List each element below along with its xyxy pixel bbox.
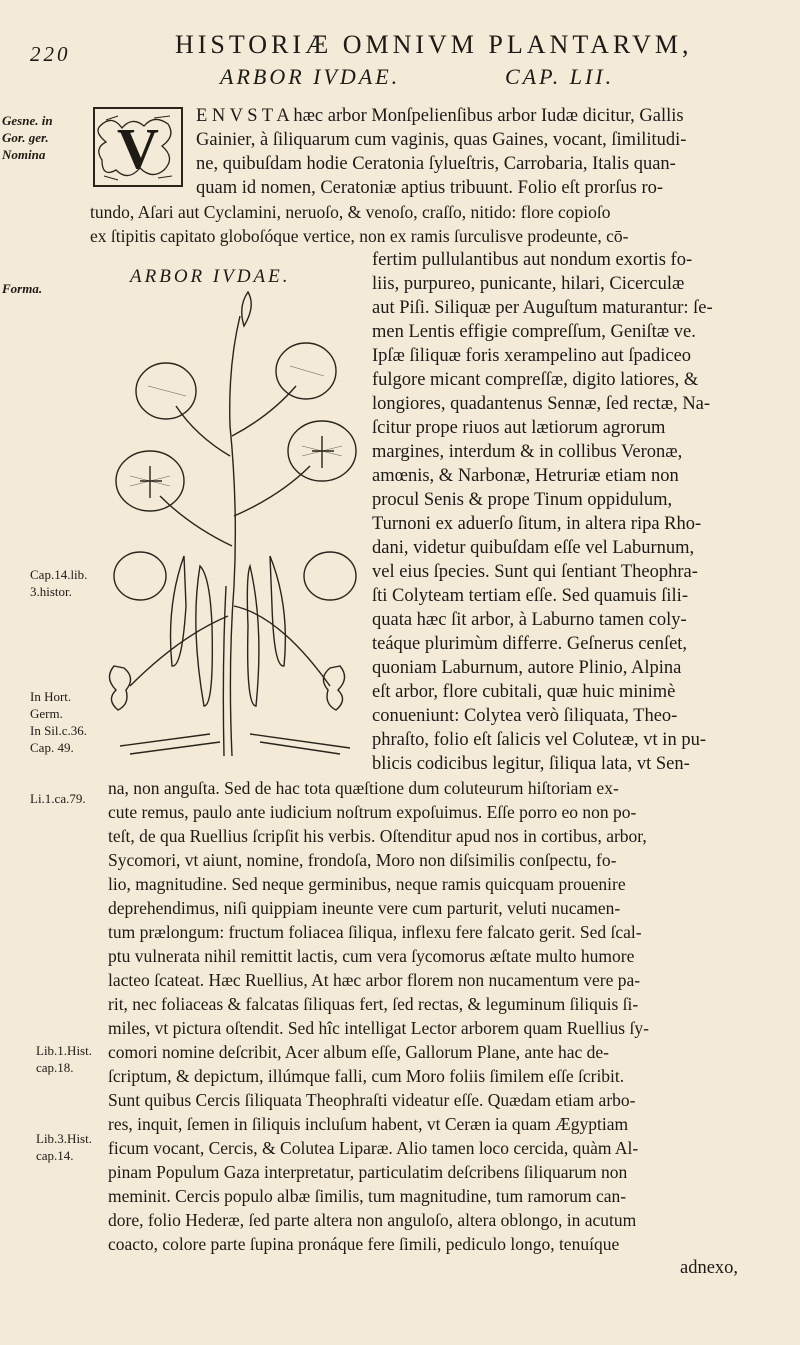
text-line: tundo, Aſari aut Cyclamini, neruoſo, & venoſo, craſſo, nitido: flore copioſo — [90, 202, 611, 222]
text-line: procul Senis & prope Tinum oppidulum, — [372, 490, 673, 510]
arbor-iudae-woodcut-illustration — [100, 286, 362, 756]
text-line: quam id nomen, Ceratoniæ aptius tribuunt. Folio eſt prorſus ro- — [196, 178, 664, 198]
text-line: cute remus, paulo ante iudicium noſtrum expoſuimus. Eſſe porro eo non po- — [108, 802, 637, 822]
chapter-title: ARBOR IVDAE. — [220, 64, 401, 89]
text-line: comori nomine deſcribit, Acer album eſſe, Gallorum Plane, ante hac de- — [108, 1042, 610, 1062]
text-line: teáque plurimùm differre. Geſnerus cenſet, — [372, 634, 688, 654]
text-line: ficum vocant, Cercis, & Colutea Liparæ. Alio tamen loco cercida, quàm Al- — [108, 1138, 639, 1158]
text-line: amœnis, & Narbonæ, Hetruriæ etiam non — [372, 466, 679, 486]
text-line: res, inquit, ſemen in ſiliquis incluſum habent, vt Ceræn ia quam Ægyptiam — [108, 1114, 629, 1134]
text-line: teſt, de qua Ruellius ſcripſit his verbis. Oſtenditur apud nos in cortibus, arbor, — [108, 826, 647, 846]
text-line: quata hæc ſit arbor, à Laburno tamen coly- — [372, 610, 687, 630]
text-line: ſcitur prope riuos aut lætiorum agrorum — [372, 418, 666, 438]
running-title: HISTORIÆ OMNIVM PLANTARVM, — [175, 30, 693, 59]
text-line: phraſto, folio eſt ſalicis vel Coluteæ, vt in pu- — [372, 730, 706, 750]
text-line: pinam Populum Gaza interpretatur, particulatim deſcribens ſiliquarum non — [108, 1162, 628, 1182]
margin-note-gesner-hort: In Hort. Germ. In Sil.c.36. Cap. 49. — [30, 689, 88, 755]
text-line: meminit. Cercis populo albæ ſimilis, tum magnitudine, tum ramorum can- — [108, 1186, 627, 1206]
text-line: deprehendimus, niſi quippiam ineunte vere cum parturit, veluti nucamen- — [108, 898, 621, 918]
margin-note-forma: Forma. — [2, 281, 43, 296]
text-line: lacteo ſcateat. Hæc Ruellius, At hæc arbor florem non nucamentum vere pa- — [108, 970, 641, 990]
text-line: dore, folio Hederæ, ſed parte altera non anguloſo, altera oblongo, in acutum — [108, 1210, 637, 1230]
text-line: Sycomori, vt aiunt, nomine, frondoſa, Moro non diſsimilis conſpectu, fo- — [108, 850, 617, 870]
text-line: ex ſtipitis capitato globoſóque vertice, non ex ramis ſurculisve prodeunte, cō- — [90, 226, 629, 246]
text-line: men Lentis effigie compreſſum, Geniſtæ ve. — [372, 322, 696, 342]
margin-note-gesner: Gesne. in Gor. ger. — [2, 113, 53, 145]
text-line: vel eius ſpecies. Sunt qui ſentiant Theophra- — [372, 562, 698, 582]
margin-note-lib1: Lib.1.Hist. cap.18. — [36, 1043, 92, 1075]
decorated-initial — [92, 106, 184, 188]
text-line: Gainier, à ſiliquarum cum vaginis, quas Gaines, vocant, ſimilitudi- — [196, 130, 687, 150]
text-line: ne, quibuſdam hodie Ceratonia ſylueſtris, Carrobaria, Italis quan- — [196, 154, 676, 174]
text-line: conueniunt: Colytea verò ſiliquata, Theo- — [372, 706, 678, 726]
margin-note-nomina: Nomina — [2, 147, 46, 162]
margin-note-ruellius: Li.1.ca.79. — [30, 791, 86, 806]
text-line: lio, magnitudine. Sed neque germinibus, neque ramis quicquam prouenire — [108, 874, 626, 894]
text-line: na, non anguſta. Sed de hac tota quæſtione dum coluteurum hiſtoriam ex- — [108, 778, 619, 798]
text-line: Turnoni ex aduerſo ſitum, in altera ripa Rho- — [372, 514, 702, 534]
text-line: liis, purpureo, punicante, hilari, Cicerculæ — [372, 274, 685, 294]
margin-note-theophrastus: Cap.14.lib. 3.histor. — [30, 567, 88, 599]
text-line: Ipſæ ſiliquæ foris xerampelino aut ſpadiceo — [372, 346, 692, 366]
text-line: tum prælongum: fructum foliacea ſiliqua, inflexu fere falcato gerit. Sed ſcal- — [108, 922, 642, 942]
text-line: E N V S T A hæc arbor Monſpelienſibus arbor Iudæ dicitur, Gallis — [196, 106, 684, 126]
text-line: ſti Colyteam tertiam eſſe. Sed quamuis ſili- — [372, 586, 688, 606]
text-line: blicis codicibus legitur, ſiliqua lata, vt Sen- — [372, 754, 690, 774]
text-line: quoniam Laburnum, autore Plinio, Alpina — [372, 658, 682, 678]
text-line: eſt arbor, flore cubitali, quæ huic minimè — [372, 682, 676, 702]
text-line: aut Piſi. Siliquæ per Auguſtum maturantur: ſe- — [372, 298, 713, 318]
text-line: ptu vulnerata nihil remittit lactis, cum vera ſycomorus æſtate multo humore — [108, 946, 635, 966]
text-line: miles, vt pictura oſtendit. Sed hîc intelligat Lector arborem quam Ruellius ſy- — [108, 1018, 649, 1038]
margin-note-lib3: Lib.3.Hist. cap.14. — [36, 1131, 92, 1163]
figure-caption: ARBOR IVDAE. — [130, 266, 291, 287]
text-line: fulgore micant compreſſæ, digito latiores, & — [372, 370, 699, 390]
text-line: rit, nec foliaceas & falcatas ſiliquas fert, ſed rectas, & leguminum ſiliquis ſi- — [108, 994, 639, 1014]
text-line: fertim pullulantibus aut nondum exortis fo- — [372, 250, 693, 270]
catchword: adnexo, — [680, 1258, 739, 1278]
initial-letter: V — [117, 116, 159, 181]
chapter-number: CAP. LII. — [505, 64, 615, 89]
page-number: 220 — [30, 42, 71, 66]
text-line: margines, interdum & in collibus Veronæ, — [372, 442, 683, 462]
text-line: ſcriptum, & depictum, illúmque falli, cum Moro foliis ſimilem eſſe ſcribit. — [108, 1066, 625, 1086]
text-line: coacto, colore parte ſupina pronáque fere ſimili, pediculo longo, tenuíque — [108, 1234, 620, 1254]
text-line: Sunt quibus Cercis ſiliquata Theophraſti videatur eſſe. Quædam etiam arbo- — [108, 1090, 636, 1110]
text-line: dani, videtur quibuſdam eſſe vel Laburnum, — [372, 538, 695, 558]
text-line: longiores, quadantenus Sennæ, ſed rectæ, Na- — [372, 394, 711, 414]
